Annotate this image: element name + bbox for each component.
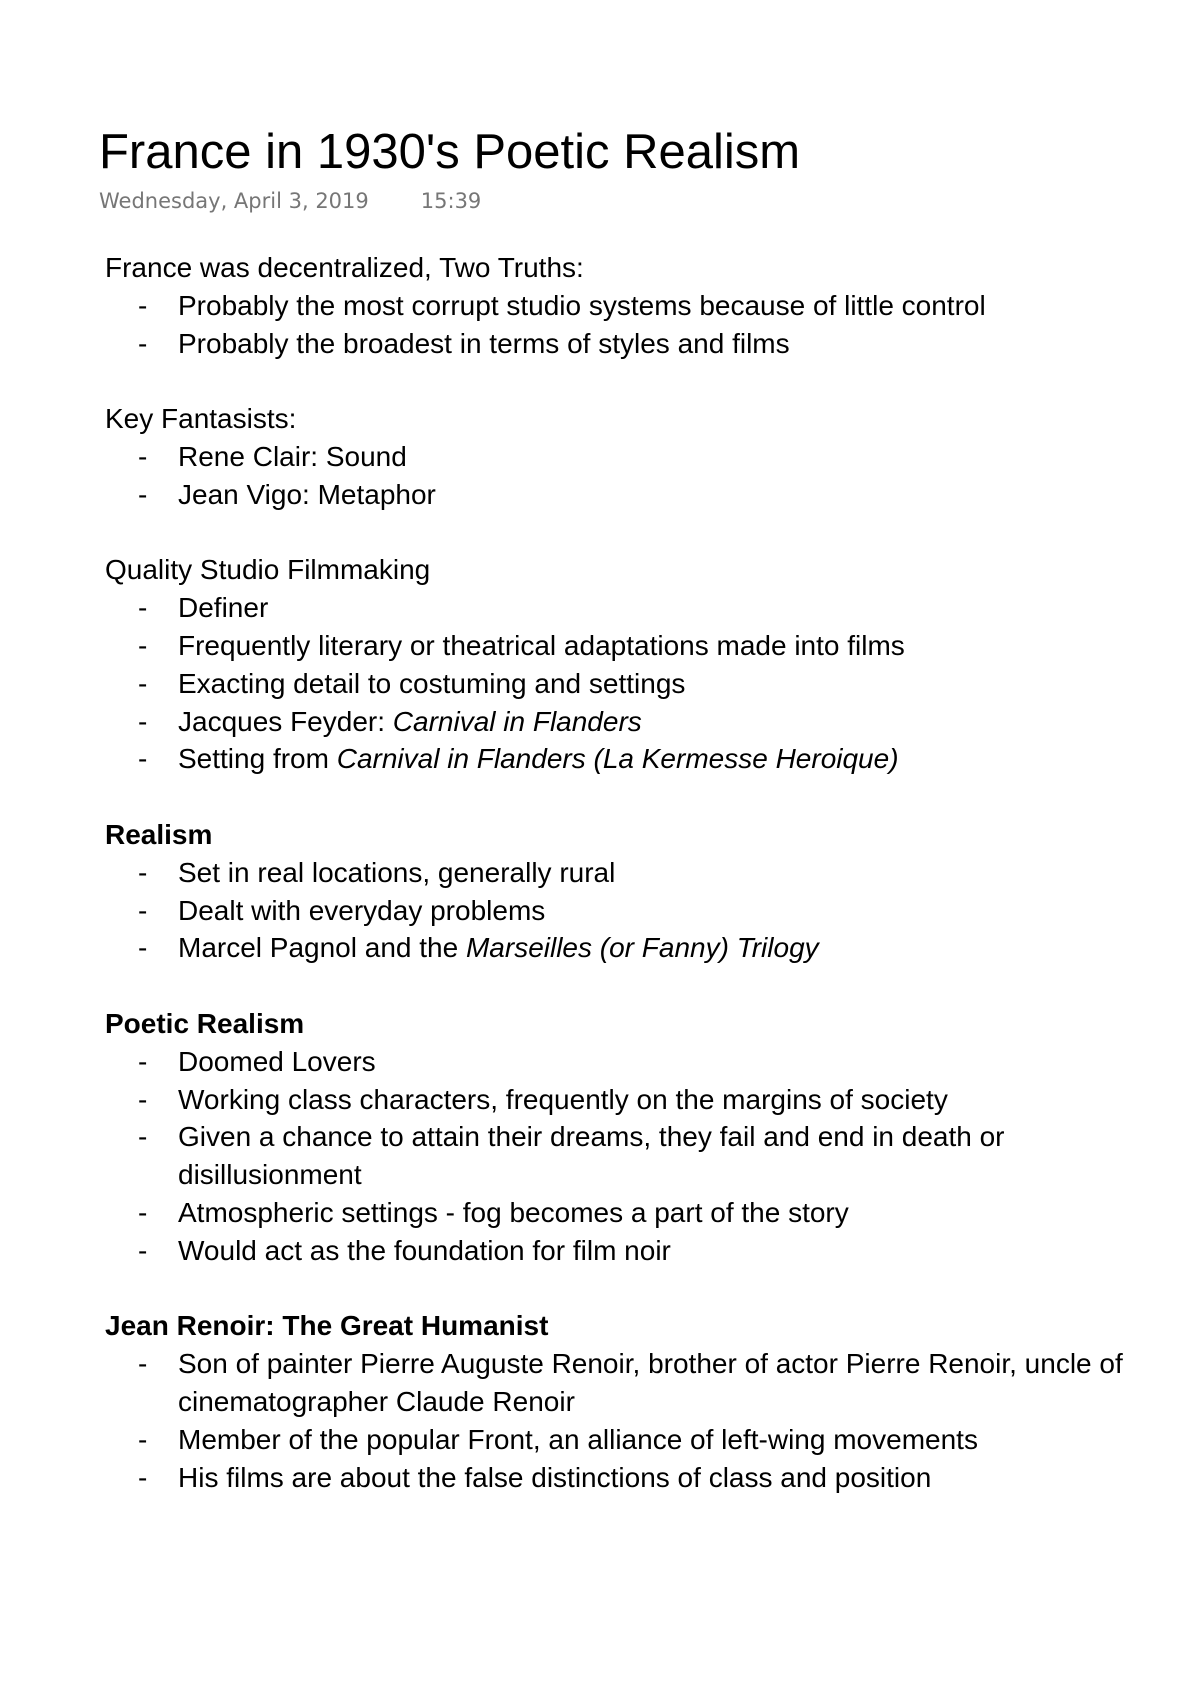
list-item: [105, 665, 1139, 703]
list-item-text: Given a chance to attain their dreams, they fail and end in death or disillusionment: [178, 1121, 1005, 1191]
section-heading: Jean Renoir: The Great Humanist: [105, 1310, 549, 1342]
dash-bullet: -: [138, 1121, 148, 1153]
list-item-text: Working class characters, frequently on the margins of society: [178, 1083, 948, 1115]
dash-bullet: -: [138, 440, 148, 472]
list-item: [105, 1459, 1139, 1497]
list-item-text: Setting from: [178, 743, 337, 775]
dash-bullet: -: [138, 705, 148, 737]
section-two-truths: [105, 249, 1139, 362]
dash-bullet: -: [138, 327, 148, 359]
list-item-text: His films are about the false distinctions of class and position: [178, 1461, 932, 1493]
dash-bullet: -: [138, 592, 148, 624]
list-item-text: Son of painter Pierre Auguste Renoir, brother of actor Pierre Renoir, uncle of cinematographer Claude Renoir: [178, 1348, 1123, 1417]
film-title: Carnival in Flanders: [392, 705, 642, 737]
note-date: Wednesday, April 3, 2019: [99, 189, 369, 213]
film-title: Marseilles (or Fanny) Trilogy: [465, 932, 819, 964]
list-item: [105, 325, 1139, 363]
list-item-text: Jean Vigo: Metaphor: [178, 478, 436, 510]
page-title: France in 1930's Poetic Realism: [99, 125, 801, 179]
dash-bullet: -: [138, 1234, 148, 1266]
list-item: [105, 854, 1139, 892]
list-item: [105, 703, 1139, 741]
dash-bullet: -: [138, 1461, 148, 1493]
list-item: [105, 287, 1139, 325]
list-item-text: Probably the broadest in terms of styles and films: [178, 327, 790, 359]
list-item: [105, 740, 1139, 778]
list-item-text: Jacques Feyder:: [178, 705, 393, 737]
list-item-text: Rene Clair: Sound: [178, 440, 407, 472]
note-time: 15:39: [420, 189, 482, 213]
list-item: [105, 929, 1139, 967]
section-heading: Realism: [105, 818, 213, 850]
note-body: [99, 249, 1139, 1496]
section-jean-renoir: [105, 1307, 1139, 1496]
list-item: [105, 1421, 1139, 1459]
list-item: [105, 1194, 1139, 1232]
dash-bullet: -: [138, 743, 148, 775]
list-item: [105, 1043, 1139, 1081]
list-item-text: Set in real locations, generally rural: [178, 856, 616, 888]
section-poetic-realism: [105, 1005, 1139, 1270]
dash-bullet: -: [138, 1348, 148, 1380]
dash-bullet: -: [138, 894, 148, 926]
list-item-text: Frequently literary or theatrical adaptations made into films: [178, 629, 905, 661]
list-item: [105, 438, 1139, 476]
bullet-list: [105, 1345, 1139, 1496]
bullet-list: [105, 589, 1139, 778]
list-item: [105, 1345, 1139, 1421]
bullet-list: [105, 287, 1139, 363]
list-item: [105, 1118, 1139, 1194]
section-heading: Quality Studio Filmmaking: [105, 554, 431, 586]
bullet-list: [105, 854, 1139, 967]
dash-bullet: -: [138, 932, 148, 964]
section-realism: [105, 816, 1139, 967]
dash-bullet: -: [138, 629, 148, 661]
list-item-text: Doomed Lovers: [178, 1045, 376, 1077]
dash-bullet: -: [138, 1083, 148, 1115]
bullet-list: [105, 438, 1139, 514]
list-item-text: Probably the most corrupt studio systems because of little control: [178, 289, 986, 321]
section-key-fantasists: [105, 400, 1139, 513]
section-heading: France was decentralized, Two Truths:: [105, 252, 584, 283]
note-page: [99, 120, 1139, 1534]
list-item: [105, 476, 1139, 514]
list-item-text: Dealt with everyday problems: [178, 894, 546, 926]
dash-bullet: -: [138, 1196, 148, 1228]
section-heading: Poetic Realism: [105, 1007, 305, 1039]
list-item-text: Atmospheric settings - fog becomes a part of the story: [178, 1196, 849, 1228]
dash-bullet: -: [138, 856, 148, 888]
list-item-text: Member of the popular Front, an alliance of left-wing movements: [178, 1423, 978, 1455]
dash-bullet: -: [138, 667, 148, 699]
note-timestamp: [99, 186, 1139, 216]
list-item: [105, 1081, 1139, 1119]
dash-bullet: -: [138, 289, 148, 321]
dash-bullet: -: [138, 1423, 148, 1455]
list-item: [105, 1232, 1139, 1270]
list-item-text: Would act as the foundation for film noir: [178, 1234, 671, 1266]
bullet-list: [105, 1043, 1139, 1270]
section-heading: Key Fantasists:: [105, 403, 297, 435]
list-item-text: Marcel Pagnol and the: [178, 932, 466, 964]
section-quality-studio: [105, 551, 1139, 778]
list-item-text: Exacting detail to costuming and settings: [178, 667, 686, 699]
dash-bullet: -: [138, 478, 148, 510]
list-item: [105, 589, 1139, 627]
list-item: [105, 627, 1139, 665]
list-item: [105, 892, 1139, 930]
dash-bullet: -: [138, 1045, 148, 1077]
film-title: Carnival in Flanders (La Kermesse Heroique): [336, 743, 899, 775]
list-item-text: Definer: [178, 592, 269, 624]
